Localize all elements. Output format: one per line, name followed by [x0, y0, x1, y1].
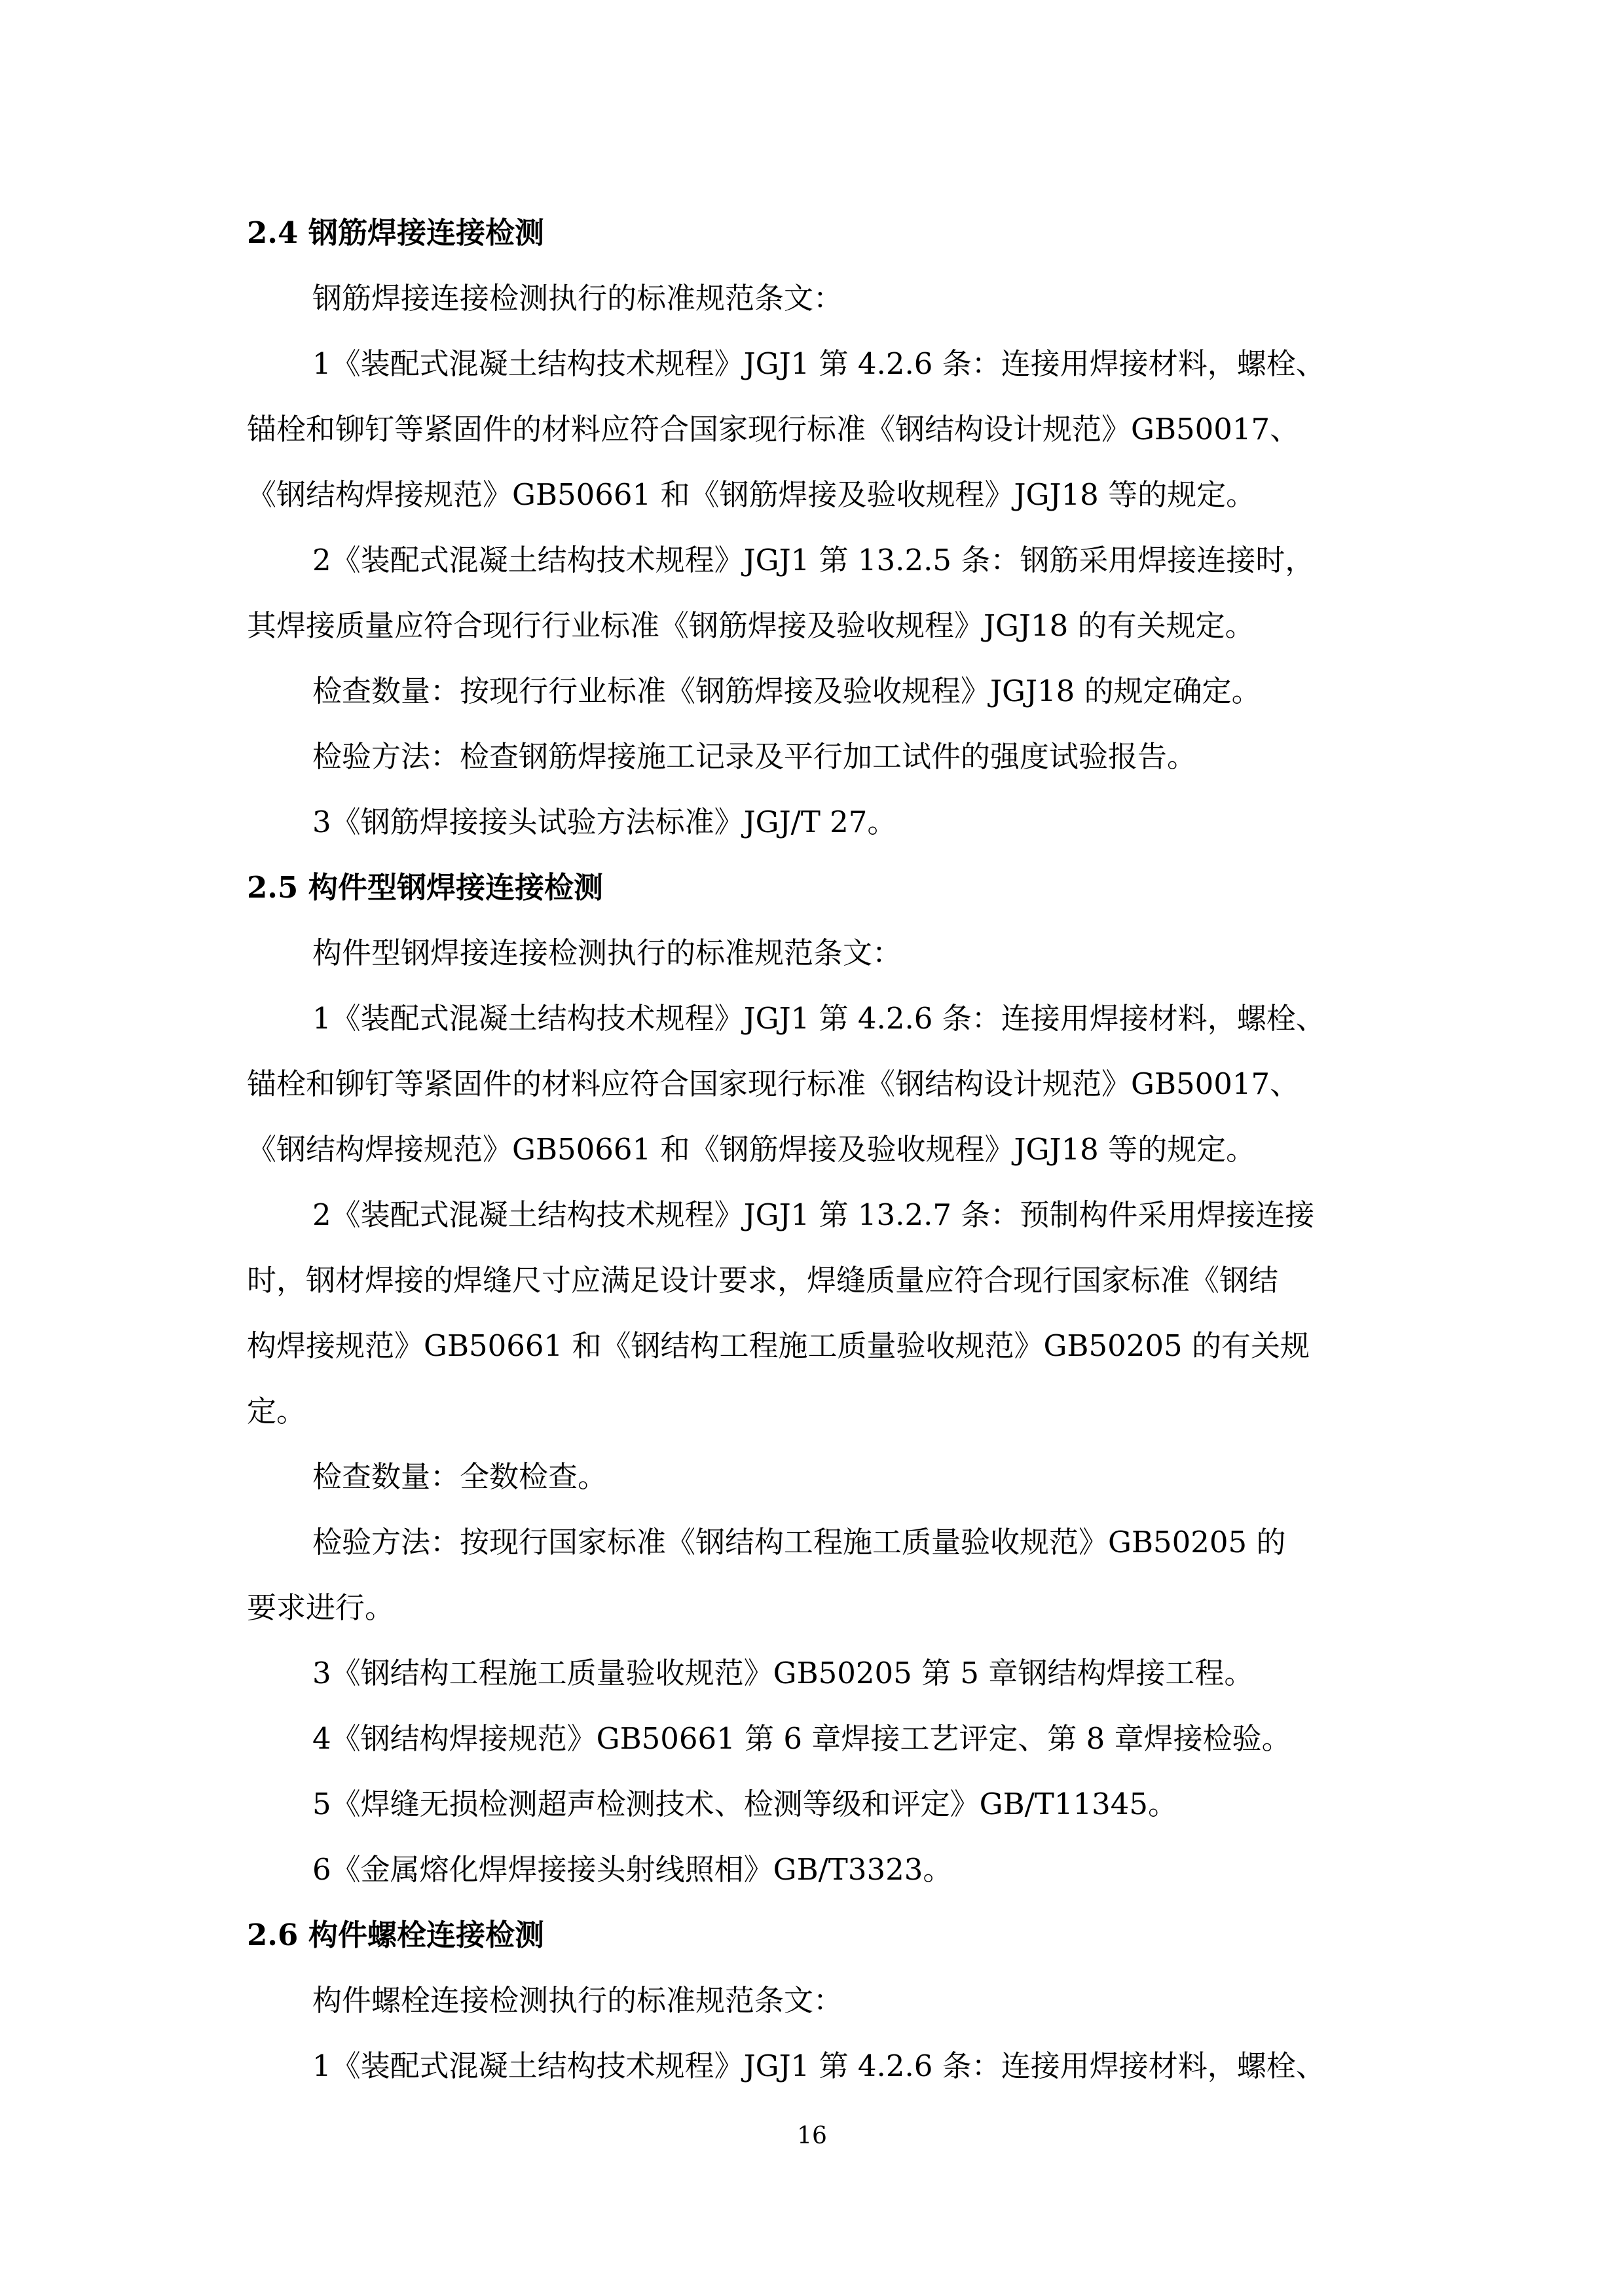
paragraph-line: 其焊接质量应符合现行行业标准《钢筋焊接及验收规程》JGJ18 的有关规定。	[247, 608, 1255, 643]
paragraph-line: 检查数量：按现行行业标准《钢筋焊接及验收规程》JGJ18 的规定确定。	[312, 674, 1261, 708]
paragraph-line: 5《焊缝无损检测超声检测技术、检测等级和评定》GB/T11345。	[312, 1787, 1177, 1821]
paragraph-line: 检验方法：检查钢筋焊接施工记录及平行加工试件的强度试验报告。	[312, 739, 1197, 774]
paragraph-line: 3《钢筋焊接接头试验方法标准》JGJ/T 27。	[312, 805, 897, 839]
section-heading: 2.6 构件螺栓连接检测	[247, 1918, 544, 1952]
paragraph-line: 构件螺栓连接检测执行的标准规范条文：	[312, 1983, 843, 2018]
paragraph-line: 《钢结构焊接规范》GB50661 和《钢筋焊接及验收规程》JGJ18 等的规定。	[247, 1132, 1256, 1167]
paragraph-line: 检查数量：全数检查。	[312, 1459, 608, 1494]
page-number: 16	[797, 2123, 827, 2149]
paragraph-line: 1《装配式混凝土结构技术规程》JGJ1 第 4.2.6 条：连接用焊接材料，螺栓、	[312, 2049, 1325, 2083]
paragraph-line: 1《装配式混凝土结构技术规程》JGJ1 第 4.2.6 条：连接用焊接材料，螺栓、	[312, 1001, 1325, 1036]
paragraph-line: 钢筋焊接连接检测执行的标准规范条文：	[312, 281, 843, 316]
paragraph-line: 锚栓和铆钉等紧固件的材料应符合国家现行标准《钢结构设计规范》GB50017、	[247, 1066, 1300, 1101]
section-heading: 2.4 钢筋焊接连接检测	[247, 215, 544, 250]
paragraph-line: 4《钢结构焊接规范》GB50661 第 6 章焊接工艺评定、第 8 章焊接检验。	[312, 1721, 1291, 1756]
paragraph-line: 时，钢材焊接的焊缝尺寸应满足设计要求，焊缝质量应符合现行国家标准《钢结	[247, 1263, 1279, 1298]
paragraph-line: 1《装配式混凝土结构技术规程》JGJ1 第 4.2.6 条：连接用焊接材料，螺栓、	[312, 346, 1325, 381]
paragraph-line: 要求进行。	[247, 1590, 395, 1625]
paragraph-line: 《钢结构焊接规范》GB50661 和《钢筋焊接及验收规程》JGJ18 等的规定。	[247, 477, 1256, 512]
paragraph-line: 锚栓和铆钉等紧固件的材料应符合国家现行标准《钢结构设计规范》GB50017、	[247, 412, 1300, 446]
paragraph-line: 3《钢结构工程施工质量验收规范》GB50205 第 5 章钢结构焊接工程。	[312, 1656, 1254, 1690]
paragraph-line: 6《金属熔化焊焊接接头射线照相》GB/T3323。	[312, 1852, 953, 1887]
paragraph-line: 检验方法：按现行国家标准《钢结构工程施工质量验收规范》GB50205 的	[312, 1525, 1286, 1559]
paragraph-line: 构件型钢焊接连接检测执行的标准规范条文：	[312, 936, 902, 970]
section-heading: 2.5 构件型钢焊接连接检测	[247, 870, 603, 905]
paragraph-line: 构焊接规范》GB50661 和《钢结构工程施工质量验收规范》GB50205 的有关规	[247, 1328, 1310, 1363]
paragraph-line: 2《装配式混凝土结构技术规程》JGJ1 第 13.2.5 条：钢筋采用焊接连接时，	[312, 543, 1315, 577]
paragraph-line: 2《装配式混凝土结构技术规程》JGJ1 第 13.2.7 条：预制构件采用焊接连接	[312, 1197, 1315, 1232]
paragraph-line: 定。	[247, 1394, 306, 1429]
